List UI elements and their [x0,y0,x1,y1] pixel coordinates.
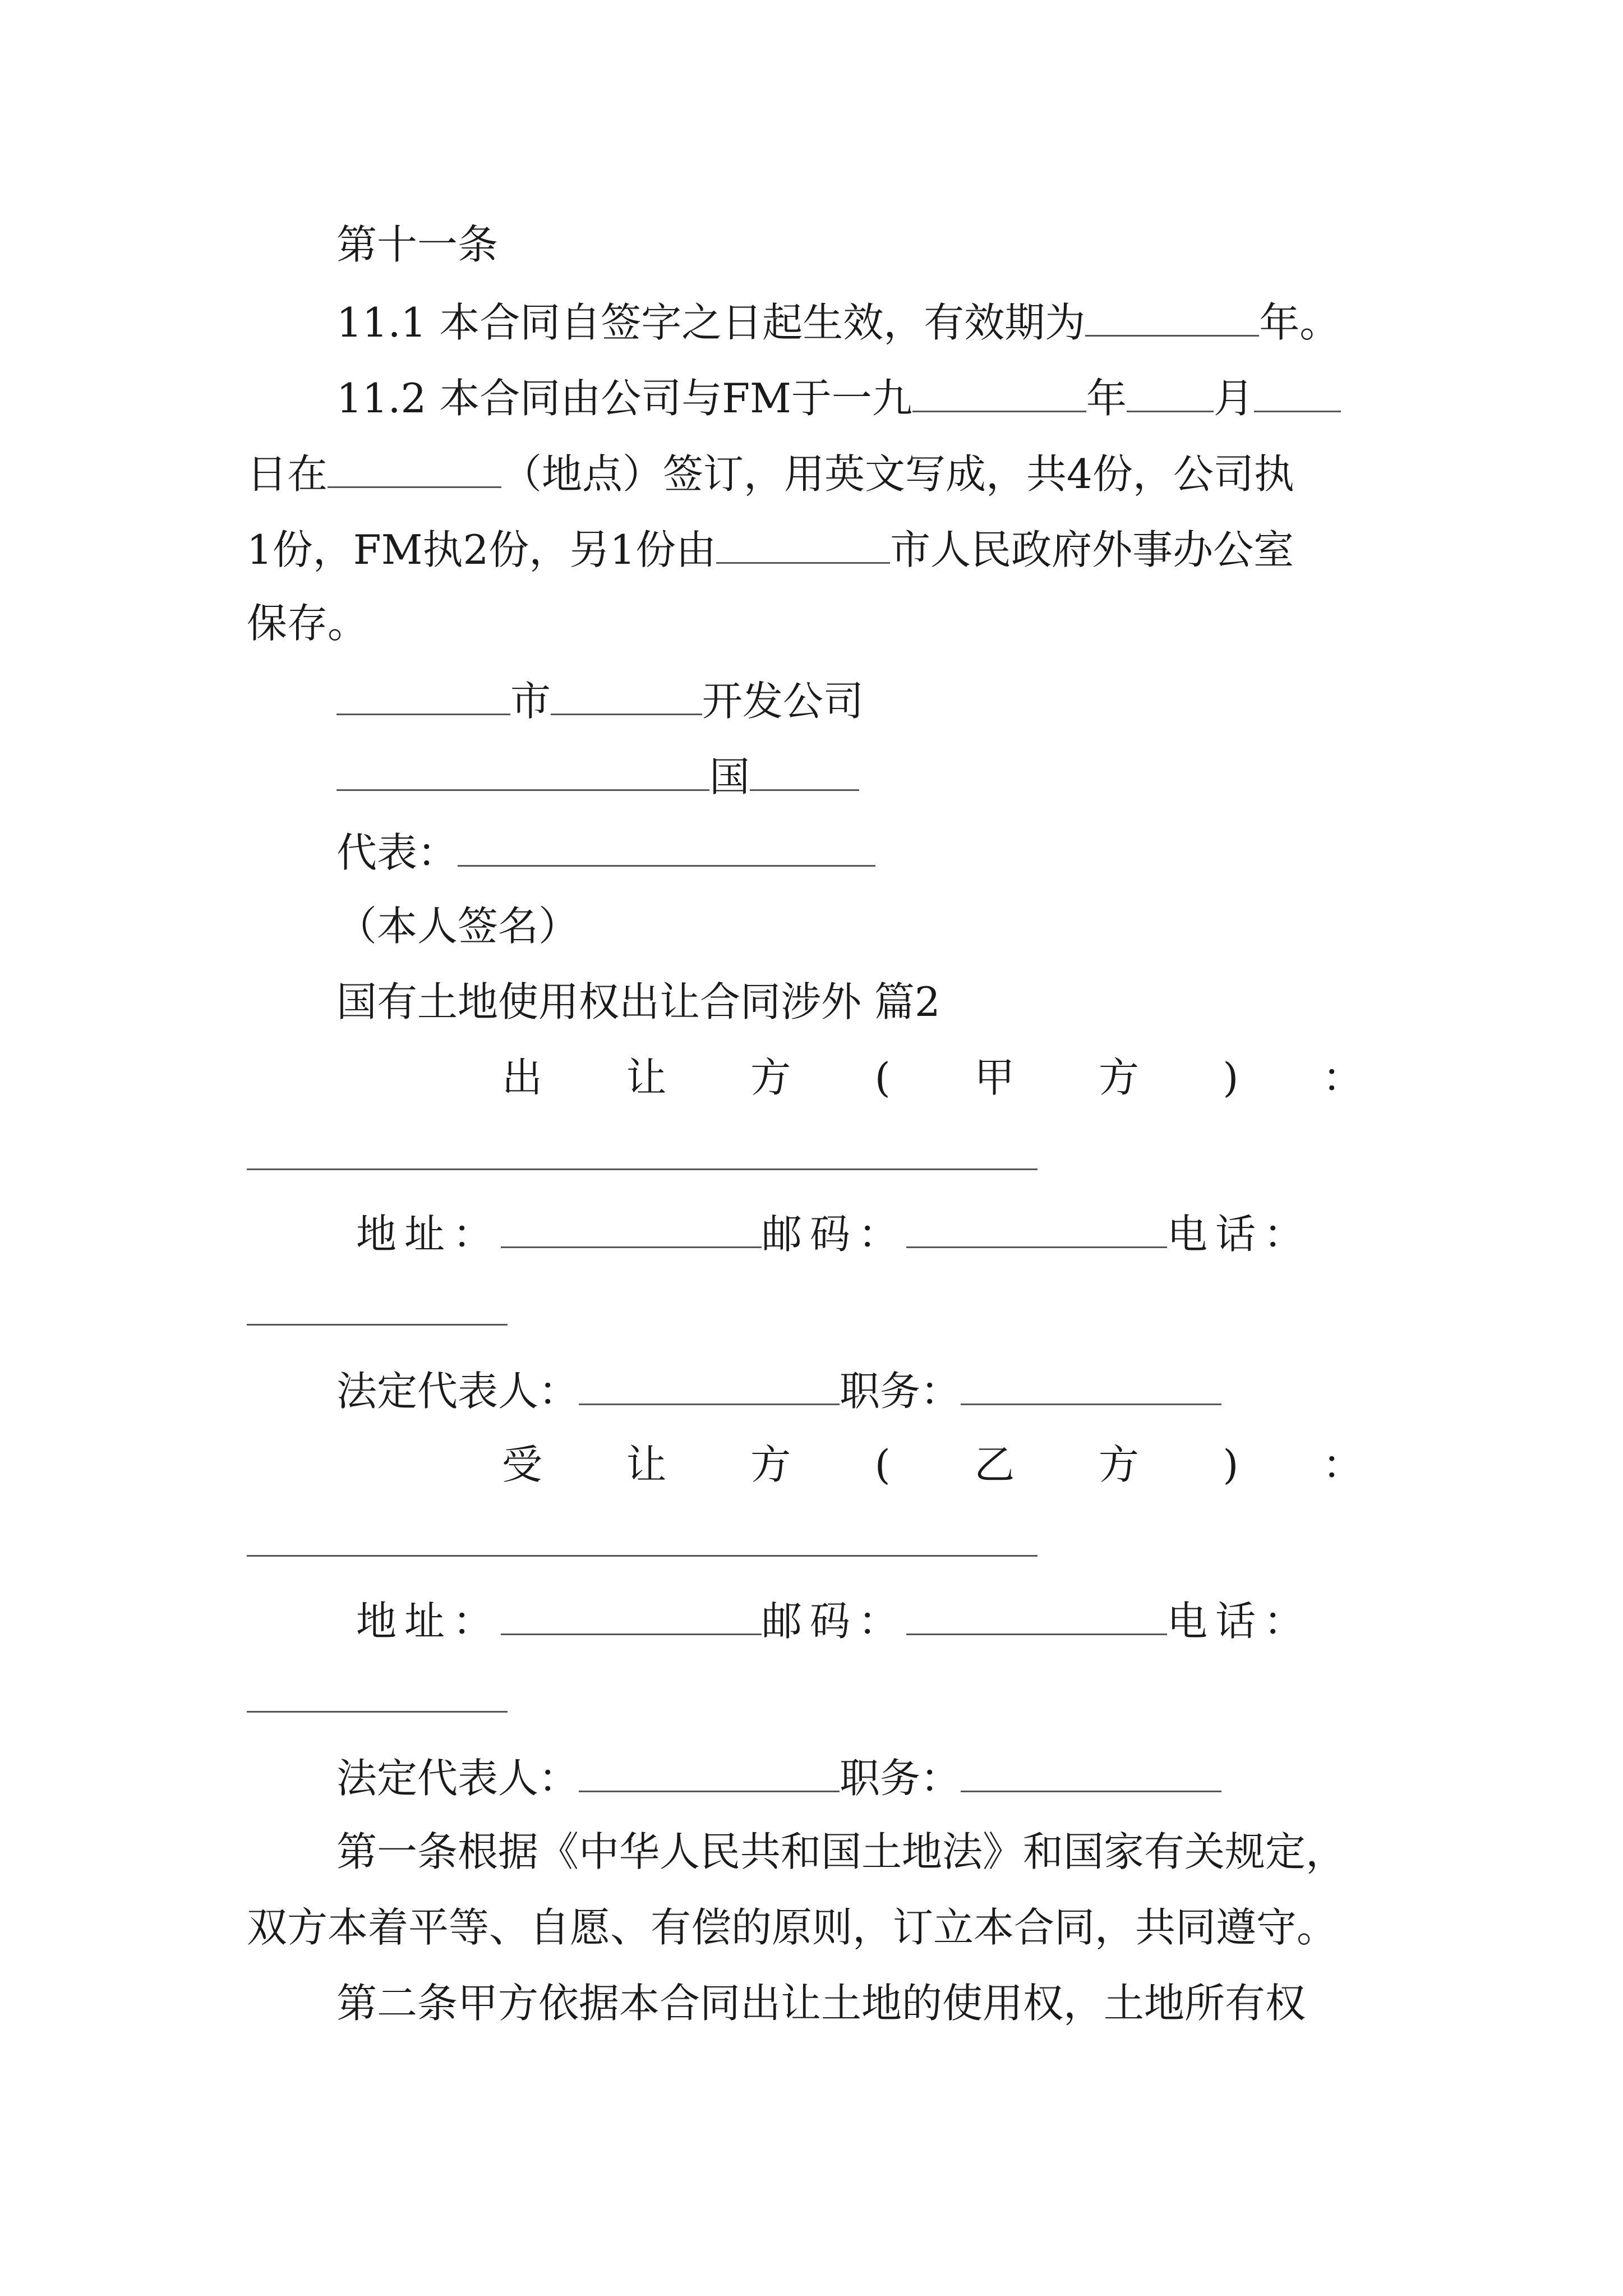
party-b-contact-line: 地址： 邮码： 电话： [356,1598,1312,1645]
clause-11-2-line-2: 日在 （地点）签订，用英文写成，共4份，公司执 [247,450,1294,498]
company-name-blank[interactable] [551,679,702,715]
party-b-zip-blank[interactable] [906,1599,1167,1635]
party-a-phone-blank[interactable] [247,1324,508,1326]
party-a-zip-blank[interactable] [906,1212,1167,1248]
party-a-contact-line: 地址： 邮码： 电话： [356,1211,1312,1258]
sign-day-blank[interactable] [1254,376,1341,412]
party-a-legal-rep-blank[interactable] [579,1369,840,1405]
clause-11-1: 11.1 本合同自签字之日起生效，有效期为 年。 [336,299,1340,346]
party-b-heading: 受 让 方 ( 乙 方 ) ： [502,1441,1363,1488]
article-1-line-2: 双方本着平等、自愿、有偿的原则，订立本合同，共同遵守。 [247,1904,1338,1951]
clause-11-2-line-1: 11.2 本合同由公司与FM于一九 年 月 [336,376,1341,418]
signature-note: （本人签名） [336,903,579,950]
party-a-rep-line: 法定代表人： 职务： [336,1369,1221,1411]
party-b-legal-rep-blank[interactable] [579,1756,840,1792]
part-2-title: 国有土地使用权出让合同涉外 篇2 [336,978,940,1025]
city-blank[interactable] [716,527,890,564]
party-a-position-blank[interactable] [961,1369,1221,1405]
party-a-name-blank[interactable] [247,1168,1038,1170]
signature-company-line: 市 开发公司 [336,679,864,721]
representative-blank[interactable] [458,830,875,867]
party-b-position-blank[interactable] [961,1756,1221,1792]
signature-country-line: 国 [336,754,859,797]
party-b-phone-blank[interactable] [247,1711,508,1713]
sign-place-blank[interactable] [328,452,501,488]
party-b-address-blank[interactable] [501,1599,762,1635]
country-name-blank[interactable] [750,754,859,791]
article-11-heading: 第十一条 [336,221,499,268]
party-b-rep-line: 法定代表人： 职务： [336,1756,1221,1798]
clause-11-2-line-3: 1份，FM执2份，另1份由 市人民政府外事办公室 [247,526,1294,573]
clause-11-2-line-4: 保存。 [247,600,368,647]
article-1-line-1: 第一条根据《中华人民共和国土地法》和国家有关规定， [336,1828,1347,1875]
representative-line: 代表： [336,830,875,873]
article-2-line-1: 第二条甲方依据本合同出让土地的使用权，土地所有权 [336,1980,1306,2027]
sign-year-blank[interactable] [912,376,1086,412]
party-a-address-blank[interactable] [501,1212,762,1248]
sign-month-blank[interactable] [1127,376,1214,412]
city-name-blank[interactable] [336,679,510,715]
party-a-heading: 出 让 方 ( 甲 方 ) ： [502,1054,1363,1101]
party-b-name-blank[interactable] [247,1555,1038,1557]
validity-years-blank[interactable] [1085,300,1259,337]
foreign-party-blank[interactable] [336,754,709,791]
